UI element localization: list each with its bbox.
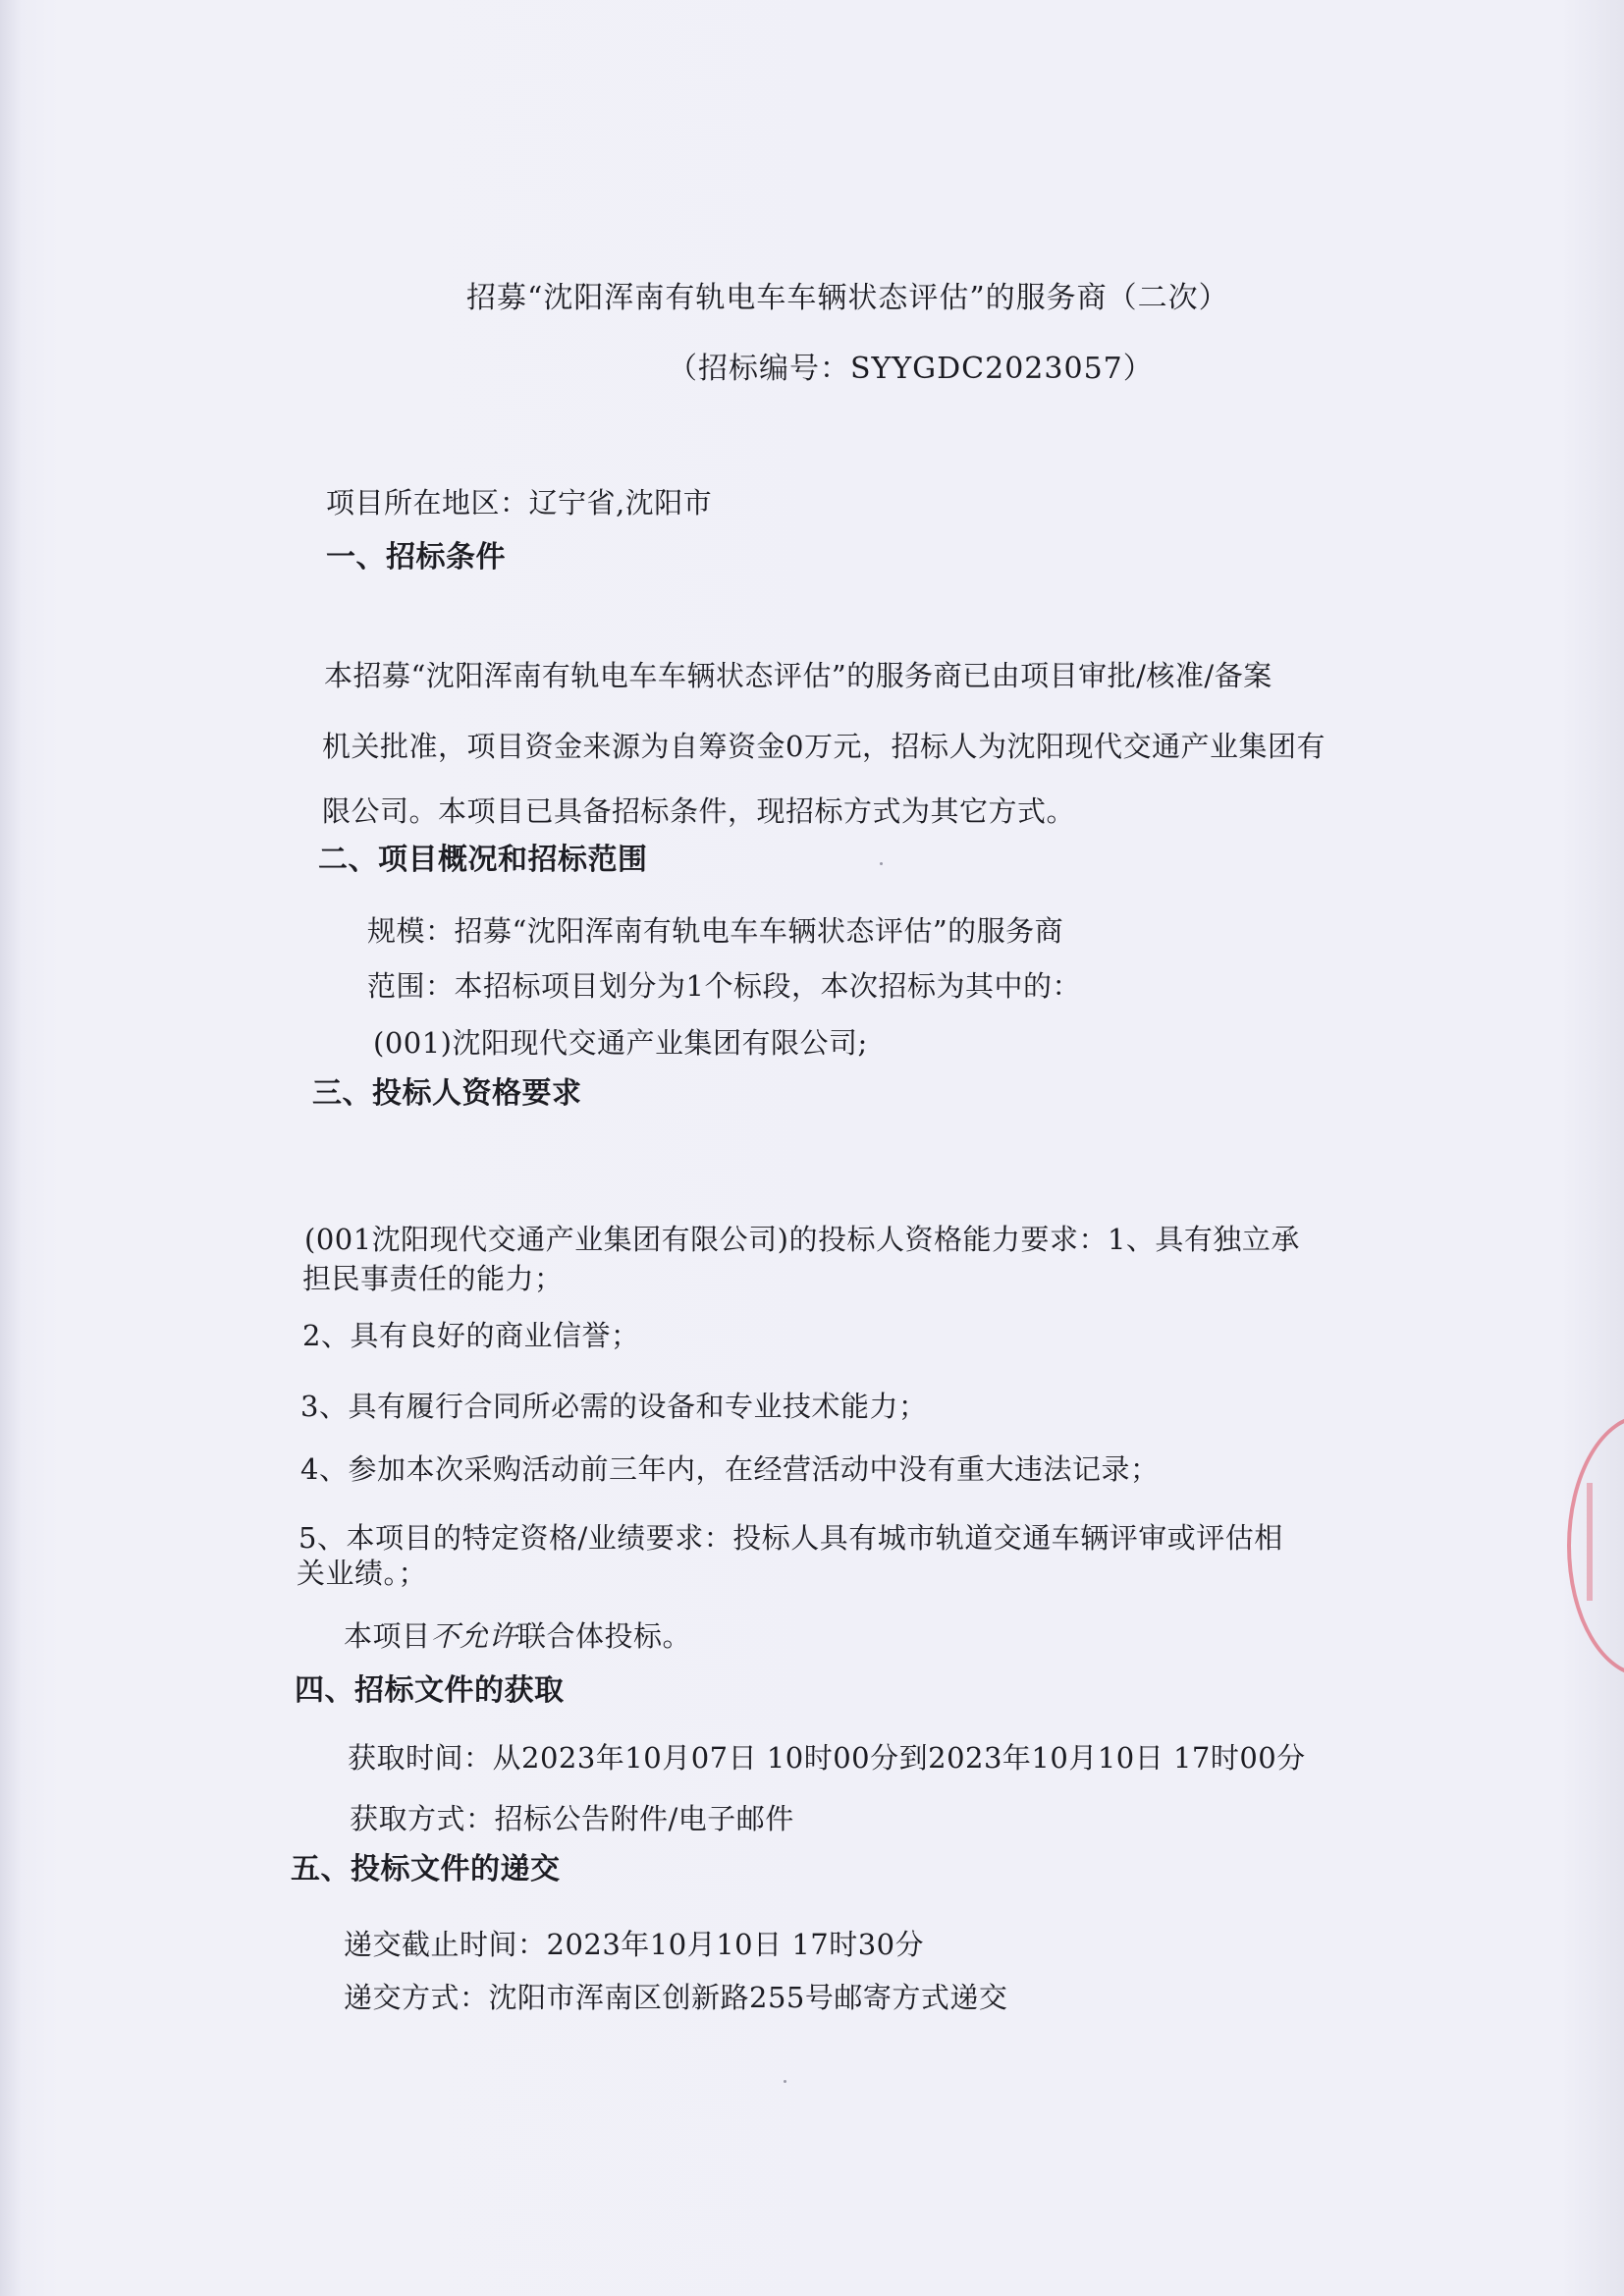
joint-bid-prefix: 本项目: [344, 1619, 431, 1653]
seal-stamp-mark: [1587, 1483, 1624, 1601]
paragraph-line: 限公司。本项目已具备招标条件，现招标方式为其它方式。: [322, 794, 1076, 828]
submission-deadline: 递交截止时间：2023年10月10日 17时30分: [344, 1928, 925, 1961]
qualification-item-cont: 关业绩。；: [297, 1557, 428, 1590]
tender-number: （招标编号：SYYGDC2023057）: [668, 352, 1154, 386]
project-scale: 规模：招募“沈阳浑南有轨电车车辆状态评估”的服务商: [367, 914, 1064, 948]
qualification-intro-cont: 担民事责任的能力；: [302, 1262, 564, 1295]
section-heading-document-acquisition: 四、招标文件的获取: [295, 1673, 565, 1708]
lot-item: (001)沈阳现代交通产业集团有限公司;: [373, 1026, 868, 1060]
qualification-item: 3、具有履行合同所必需的设备和专业技术能力；: [300, 1390, 928, 1423]
paragraph-line: 本招募“沈阳浑南有轨电车车辆状态评估”的服务商已由项目审批/核准/备案: [324, 659, 1272, 692]
project-scope: 范围：本招标项目划分为1个标段，本次招标为其中的：: [367, 969, 1081, 1003]
acquisition-method: 获取方式：招标公告附件/电子邮件: [350, 1802, 794, 1835]
joint-bid-suffix: 联合体投标。: [517, 1619, 692, 1653]
project-location: 项目所在地区：辽宁省,沈阳市: [326, 486, 713, 519]
paragraph-line: 机关批准，项目资金来源为自筹资金0万元，招标人为沈阳现代交通产业集团有: [322, 730, 1326, 763]
acquisition-time: 获取时间：从2023年10月07日 10时00分到2023年10月10日 17时00分: [348, 1741, 1306, 1775]
scan-speck: [880, 862, 883, 865]
joint-bid-note: [344, 1616, 691, 1656]
qualification-item: 4、参加本次采购活动前三年内，在经营活动中没有重大违法记录；: [300, 1452, 1160, 1486]
joint-bid-emphasis: 不允许: [430, 1619, 518, 1653]
qualification-item: 2、具有良好的商业信誉；: [302, 1319, 640, 1352]
scan-speck: [784, 2080, 786, 2083]
section-heading-bidder-qualifications: 三、投标人资格要求: [312, 1076, 582, 1111]
submission-method: 递交方式：沈阳市浑南区创新路255号邮寄方式递交: [344, 1981, 1008, 2014]
qualification-intro: (001沈阳现代交通产业集团有限公司)的投标人资格能力要求：1、具有独立承: [304, 1223, 1300, 1256]
section-heading-bid-submission: 五、投标文件的递交: [291, 1852, 561, 1886]
document-title: 招募“沈阳浑南有轨电车车辆状态评估”的服务商（二次）: [466, 281, 1229, 315]
section-heading-project-overview: 二、项目概况和招标范围: [318, 843, 648, 877]
section-heading-tender-conditions: 一、招标条件: [326, 540, 506, 574]
qualification-item: 5、本项目的特定资格/业绩要求：投标人具有城市轨道交通车辆评审或评估相: [298, 1521, 1283, 1555]
